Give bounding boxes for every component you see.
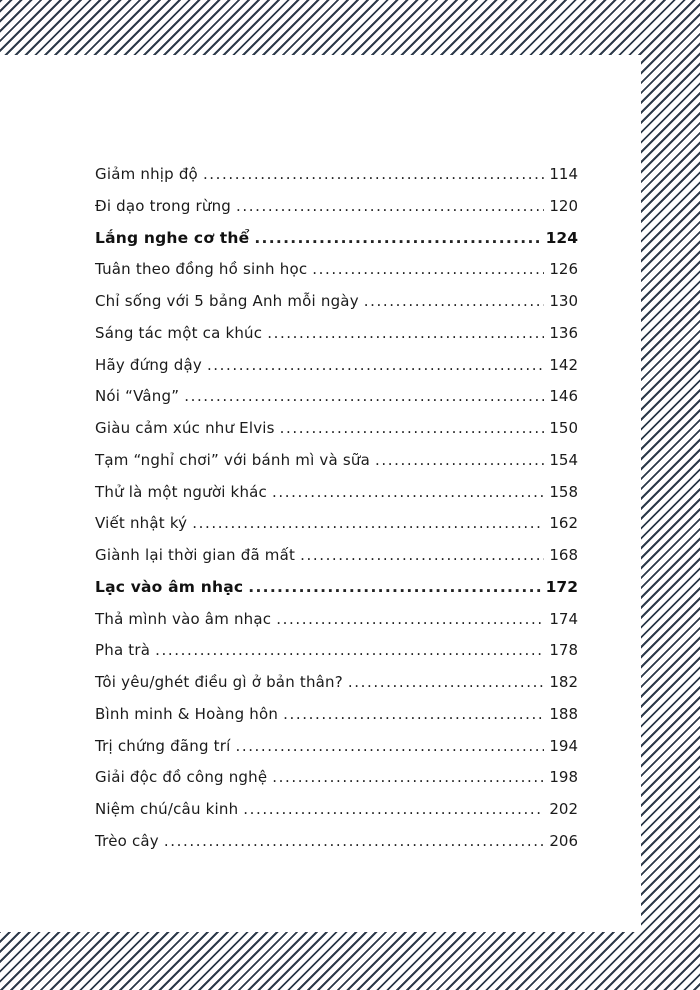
toc-entry [95,546,578,578]
toc-entry [95,419,578,451]
toc-entry-title: Bình minh & Hoàng hôn [95,704,279,723]
toc-page-number: 172 [545,577,578,596]
toc-dot-leader [248,578,540,596]
toc-entry [95,800,578,832]
toc-dot-leader [276,610,544,628]
toc-entry [95,324,578,356]
table-of-contents [95,165,578,864]
toc-dot-leader [207,356,544,374]
toc-entry [95,641,578,673]
toc-entry [95,610,578,642]
toc-dot-leader [348,673,544,691]
toc-page-number: 168 [549,546,578,564]
toc-entry-title: Sáng tác một ca khúc [95,323,263,342]
toc-dot-leader [312,260,544,278]
toc-page-number: 162 [549,514,578,533]
toc-page-number: 114 [549,165,578,183]
toc-page-number: 158 [549,482,578,501]
toc-section-heading [95,578,578,610]
toc-page-number: 130 [549,292,578,310]
toc-entry [95,292,578,324]
toc-entry [95,832,578,864]
toc-entry-title: Tuân theo đồng hồ sinh học [95,260,308,279]
toc-entry [95,737,578,769]
toc-entry-title: Hãy đứng dậy [95,355,202,374]
toc-entry [95,483,578,515]
toc-dot-leader [243,800,544,818]
toc-page-number: 150 [549,419,578,437]
toc-dot-leader [235,737,544,755]
toc-entry [95,356,578,388]
toc-entry-title: Lắng nghe cơ thể [95,228,250,247]
toc-entry-title: Pha trà [95,641,151,660]
toc-page-number: 142 [549,355,578,374]
toc-entry-title: Tạm “nghỉ chơi” với bánh mì và sữa [95,450,370,469]
toc-page-number: 202 [549,800,578,818]
toc-dot-leader [164,832,544,850]
toc-entry [95,768,578,800]
toc-entry [95,451,578,483]
toc-entry [95,514,578,546]
toc-page-number: 206 [549,831,578,850]
toc-dot-leader [272,768,544,786]
toc-page-number: 182 [549,673,578,691]
toc-entry-title: Giàu cảm xúc như Elvis [95,419,275,437]
toc-dot-leader [192,514,544,532]
toc-dot-leader [283,705,544,723]
toc-entry [95,260,578,292]
toc-page-number: 146 [549,387,578,406]
toc-dot-leader [364,292,545,310]
toc-page-number: 154 [549,450,578,469]
toc-entry [95,387,578,419]
toc-entry-title: Thả mình vào âm nhạc [95,609,272,628]
toc-page-number: 188 [549,704,578,723]
toc-entry-title: Niệm chú/câu kinh [95,800,239,818]
toc-dot-leader [236,197,544,215]
toc-entry [95,705,578,737]
toc-dot-leader [272,483,544,501]
toc-entry-title: Đi dạo trong rừng [95,196,232,215]
toc-entry-title: Lạc vào âm nhạc [95,577,244,596]
toc-page-number: 126 [549,260,578,279]
toc-entry [95,197,578,229]
toc-page-number: 124 [545,228,578,247]
toc-entry-title: Giảm nhịp độ [95,165,198,183]
toc-entry-title: Giành lại thời gian đã mất [95,546,296,564]
toc-entry-title: Trèo cây [95,831,159,850]
toc-dot-leader [155,641,544,659]
toc-dot-leader [300,546,544,564]
toc-entry-title: Giải độc đồ công nghệ [95,768,268,787]
toc-page-number: 178 [549,641,578,660]
toc-entry-title: Chỉ sống với 5 bảng Anh mỗi ngày [95,292,359,310]
toc-dot-leader [267,324,544,342]
toc-entry-title: Viết nhật ký [95,514,188,533]
toc-dot-leader [203,165,544,183]
toc-entry-title: Nói “Vâng” [95,387,180,406]
toc-page-number: 198 [549,768,578,787]
toc-dot-leader [254,229,540,247]
toc-page-number: 136 [549,323,578,342]
toc-page-number: 194 [549,736,578,755]
toc-dot-leader [375,451,544,469]
toc-entry-title: Tôi yêu/ghét điều gì ở bản thân? [95,673,343,691]
toc-entry [95,165,578,197]
toc-page-number: 174 [549,609,578,628]
toc-entry [95,673,578,705]
toc-dot-leader [184,387,544,405]
toc-section-heading [95,229,578,261]
toc-dot-leader [280,419,545,437]
toc-entry-title: Trị chứng đãng trí [95,736,231,755]
toc-page-number: 120 [549,196,578,215]
toc-entry-title: Thử là một người khác [95,482,267,501]
